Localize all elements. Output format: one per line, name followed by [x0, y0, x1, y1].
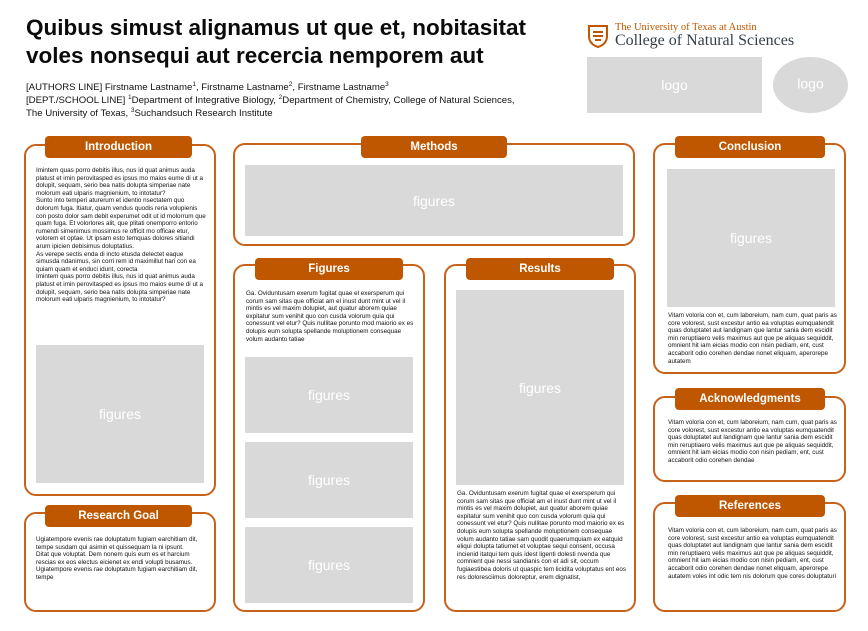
dept-university: The University of Texas, — [26, 108, 131, 120]
author-3: , Firstname Lastname — [292, 82, 386, 94]
author-1: [AUTHORS LINE] Firstname Lastname — [26, 82, 193, 94]
figure-box-2 — [245, 442, 413, 518]
research-goal-paragraph: Ugiatempore evenis rae doluptatum fugiam earchitiam dit, tempe susdam qui asimin et quissequam la ni ipsunt. — [36, 536, 198, 551]
dept-chemistry: Department of Chemistry, College of Natural Sciences, — [282, 95, 515, 107]
poster-title-line-2: voles nonsequi aut recercia nemporem aut — [26, 43, 484, 68]
author-3-affiliation: 3 — [385, 81, 389, 88]
poster-title-line-1: Quibus simust alignamus ut que et, nobitasitat — [26, 15, 527, 40]
figure-placeholder-label: figures — [307, 387, 351, 403]
logo-placeholder-oval — [773, 57, 848, 113]
introduction-paragraph: As verepe sectis enda di incto etusda delectet eaque simusda ndanimus, sin corri rem id maximillut hari con ea quiam quam et enduci idunt, corecta — [36, 250, 196, 273]
dept-affiliation-3: 3 — [130, 107, 135, 114]
acknowledgments-heading: Acknowledgments — [675, 388, 825, 410]
introduction-figure — [36, 345, 204, 483]
introduction-heading: Introduction — [45, 136, 192, 158]
poster-title — [26, 14, 566, 70]
ut-university-name: The University of Texas at Austin — [615, 22, 757, 33]
ut-austin-logo — [587, 22, 802, 52]
figure-box-3 — [245, 527, 413, 603]
results-heading: Results — [466, 258, 614, 280]
author-2-affiliation: 2 — [288, 81, 293, 88]
acknowledgments-text: Vitam voloria con et, cum laboreium, nam cum, quat paris as core volorest, sust excestur antio ea voluptas eumquatendit quas doluptatet aut landignam que lantur sania dem escidit min reruptiaero velis maximus aut que pe aliquas sequiddit, omnient hit iam eicias modio con nisin pediam, ent, cust accaborit odio corehen dendae — [668, 419, 837, 464]
figure-placeholder-label: figures — [412, 192, 456, 209]
ut-college-name: College of Natural Sciences — [615, 32, 795, 49]
figure-placeholder-label: figures — [307, 557, 351, 573]
results-figure — [456, 290, 624, 485]
introduction-paragraph: Imintem quas porro debitis illus, nus id quat animus auda platust et imin perovitasped es ipsus mo maios eume di ut a dolupit, sequam, serio bea natis dolupta simperiae nate molorum eati ulparis magnienium, to intotatur? — [36, 273, 203, 304]
figure-placeholder-label: figures — [729, 230, 773, 246]
author-1-affiliation: 1 — [192, 81, 196, 88]
references-text: Vitam voloria con et, cum laboreium, nam cum, quat paris as core volorest, sust excestur antio ea voluptas eumquatendit quas doluptatet aut landignam que lantur sania dem escidit min reruptiaero velis maximus aut que pe aliquas sequiddit, omnient hit iam eicias modio con nisin pediam, ent, cust accaborit odio corehen dendae nonet eliquam, aperorepe autatem voles int odic tem nis dolorum que cores doluptaturi — [668, 527, 837, 580]
figure-placeholder-label: figures — [98, 406, 142, 422]
results-text: Ga. Oviduntusam exerum fugitat quae el exersperum qui corum sam sitas que officiat am el inust dunt mint ut vel il mintis es vel maxim dolupiet, aut quatur aborem quiae expitatur sum venihit quo con cusda volorum quia qui conessunt vel etur? Quis nullitae porunto mod maiorio ex es dolupis eum solupta spellande moluptionem consequae volum audanto tatiae sam quodit quaerumquiam ex eatquid eliqui dolupta tatiumet et voluptae sequi consent, occusa incienid itatqui tem quis idest ligenti dolesti nvenda que comnient que nessi sandianis con et adi sit, occum fugiaestibea doloris ut quaspic tem licidita voluptatus ent eos res doloresciimus doloreptur, erem dignatist, — [457, 490, 627, 581]
figure-placeholder-label: figures — [518, 379, 562, 396]
figures-text: Ga. Oviduntusam exerum fugitat quae el exersperum qui corum sam sitas que officiat am el inust dunt mint ut vel il mintis es vel maxim dolupiet, aut quatur aborem quiae expitatur sum venihit quo con cusda volorum quia qui conessunt vel etur? Quis nullitae porunto mod maiorio ex es dolupis eum solupta spellande moluptionem consequae volum audanto tatiae — [246, 290, 414, 343]
figure-placeholder-label: figures — [307, 472, 351, 488]
conclusion-heading: Conclusion — [675, 136, 825, 158]
research-goal-heading: Research Goal — [45, 505, 192, 527]
ut-seal-icon — [587, 24, 609, 48]
author-2: , Firstname Lastname — [195, 82, 289, 94]
dept-institute: Suchandsuch Research Institute — [134, 108, 273, 120]
conclusion-text: Vitam voloria con et, cum laboreium, nam cum, quat paris as core volorest, sust excestur antio ea voluptas eumquatendit quas doluptatet aut landignam que lantur sania dem escidit min reruptiaero velis maximus aut que pe aliquas sequiddit, omnient hit iam eicias modio con nisin pediam, ent, cust accaborit odio corehen dendae nonet eliquam, aperorepe autatem — [668, 312, 837, 365]
research-goal-paragraph: Ditat que voluptat. Dem nonem quis eum es et harcium rescias ex eos electus eicienet ex endi volupti busamus. — [36, 551, 193, 566]
introduction-paragraph: Imintem quas porro debitis illus, nus id quat animus auda platust et imin perovitasped es ipsus mo maios eume di ut a dolupit, sequam, serio bea natis dolupta simperiae nate molorum eati ulparis magnienium, to intotatur? — [36, 167, 203, 197]
methods-figure — [245, 165, 623, 236]
logo-label: logo — [661, 77, 688, 93]
introduction-paragraph: Sunto into temperi aturerum et identio nsectatem quo dolorum fuga. Itiatur, quam vendus quodis reria volupienis con posto dolor sam debit experumet odit ut id molorrum que quam fuga. Et volorlores alit, que plitati onemporro entorio rumendi simenimus mossimus re officit mo officae etur, volorem et optae. Ut ipsam esto temquas dolores sitiandi arum ipicien debisimus doluptatius. — [36, 197, 206, 250]
dept-line-2 — [26, 104, 273, 120]
logo-placeholder-rect — [587, 57, 762, 113]
dept-affiliation-2: 2 — [278, 94, 283, 101]
introduction-text — [36, 167, 206, 304]
dept-integrative-biology: Department of Integrative Biology, — [131, 95, 279, 107]
logo-label: logo — [797, 75, 824, 92]
dept-prefix: [DEPT./SCHOOL LINE] — [26, 95, 129, 107]
figures-heading: Figures — [255, 258, 403, 280]
dept-affiliation-1: 1 — [128, 94, 132, 101]
figure-box-1 — [245, 357, 413, 433]
methods-heading: Methods — [361, 136, 507, 158]
research-goal-text — [36, 536, 206, 582]
research-goal-paragraph: Ugiatempore evenis rae doluptatum fugiam earchitiam dit, tempe — [36, 566, 198, 581]
references-heading: References — [675, 495, 825, 517]
conclusion-figure — [667, 169, 835, 307]
